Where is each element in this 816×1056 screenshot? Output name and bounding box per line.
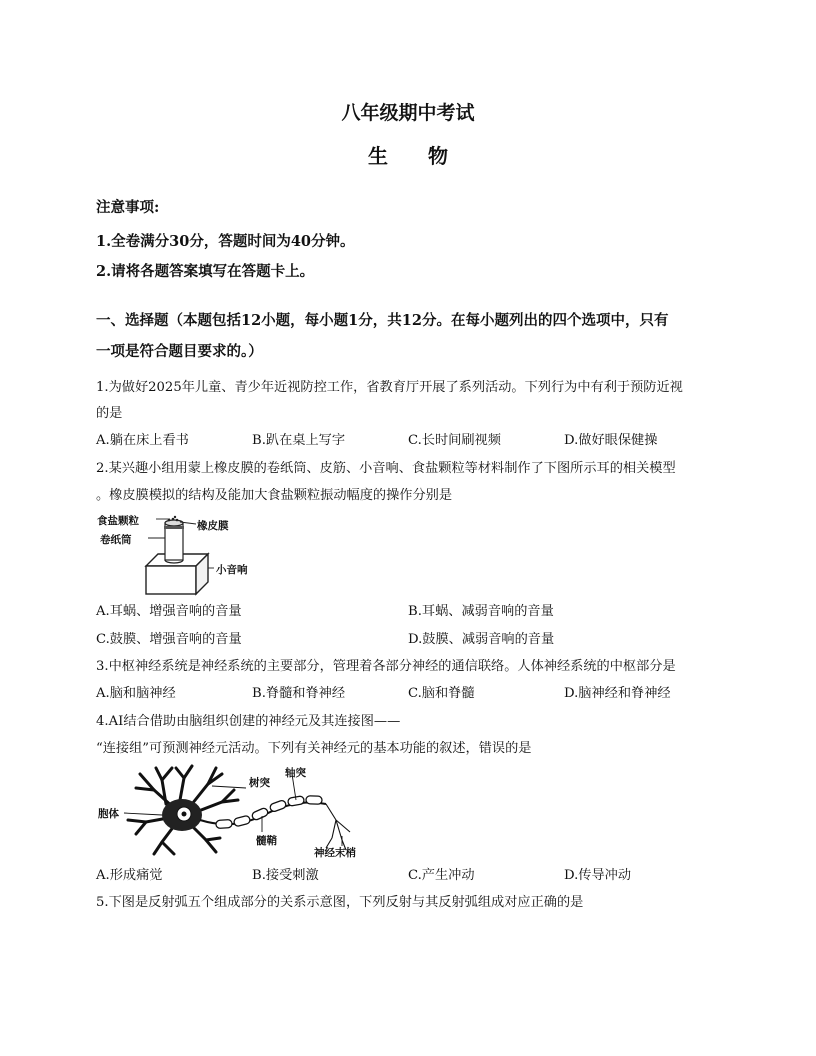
exam-title: 八年级期中考试 [341,102,475,124]
question-4-stem-cont: “连接组”可预测神经元活动。下列有关神经元的基本功能的叙述，错误的是 [96,741,532,756]
question-2-stem-cont: 。橡皮膜模拟的结构及能加大食盐颗粒振动幅度的操作分别是 [96,488,453,503]
section-heading-cont: 一项是符合题目要求的。） [96,343,263,360]
question-4-option-c[interactable]: C.产生冲动 [408,868,475,883]
question-1-stem-cont: 的是 [96,406,123,421]
figure-label-dendrite: 树突 [249,777,270,789]
notice-heading: 注意事项: [96,199,160,216]
figure-label-rubber-membrane: 橡皮膜 [197,520,229,532]
figure-label-axon: 轴突 [285,767,306,779]
question-4-option-d[interactable]: D.传导冲动 [564,868,632,883]
question-5-stem: 5.下图是反射弧五个组成部分的关系示意图，下列反射与其反射弧组成对应正确的是 [96,895,584,910]
figure-label-nerve-ending: 神经末梢 [314,847,356,859]
question-3-option-d[interactable]: D.脑神经和脊神经 [564,686,671,701]
question-4-option-a[interactable]: A.形成痛觉 [96,868,163,883]
question-2-stem: 2.某兴趣小组用蒙上橡皮膜的卷纸筒、皮筋、小音响、食盐颗粒等材料制作了下图所示耳的相关模型 [96,461,676,476]
section-heading: 一、选择题（本题包括12小题，每小题1分，共12分。在每小题列出的四个选项中，只有 [96,312,669,329]
question-1-option-b[interactable]: B.趴在桌上写字 [252,433,346,448]
question-2-option-b[interactable]: B.耳蜗、减弱音响的音量 [408,604,554,619]
question-2-option-c[interactable]: C.鼓膜、增强音响的音量 [96,632,242,647]
question-1-option-c[interactable]: C.长时间刷视频 [408,433,501,448]
notice-item: 1.全卷满分30分，答题时间为40分钟。 [96,233,355,250]
notice-item: 2.请将各题答案填写在答题卡上。 [96,263,315,280]
question-1-option-d[interactable]: D.做好眼保健操 [564,433,658,448]
question-3-stem: 3.中枢神经系统是神经系统的主要部分，管理着各部分神经的通信联络。人体神经系统的中枢部分是 [96,659,676,674]
question-2-option-a[interactable]: A.耳蜗、增强音响的音量 [96,604,242,619]
question-2-option-d[interactable]: D.鼓膜、减弱音响的音量 [408,632,555,647]
question-3-option-c[interactable]: C.脑和脊髓 [408,686,475,701]
figure-label-salt: 食盐颗粒 [97,515,139,527]
question-4-stem: 4.AI结合借助由脑组织创建的神经元及其连接图—— [96,714,401,729]
question-1-stem: 1.为做好2025年儿童、青少年近视防控工作，省教育厅开展了系列活动。下列行为中有利于预防近视 [96,380,683,395]
subject-title: 生 物 [368,144,448,168]
figure-label-cell-body: 胞体 [98,808,119,820]
question-4-option-b[interactable]: B.接受刺激 [252,868,319,883]
figure-label-paper-tube: 卷纸筒 [100,534,132,546]
question-3-option-a[interactable]: A.脑和脑神经 [96,686,176,701]
figure-label-speaker: 小音响 [216,564,248,576]
question-1-option-a[interactable]: A.躺在床上看书 [96,433,189,448]
question-3-option-b[interactable]: B.脊髓和脊神经 [252,686,346,701]
figure-label-myelin-sheath: 髓鞘 [256,835,277,847]
